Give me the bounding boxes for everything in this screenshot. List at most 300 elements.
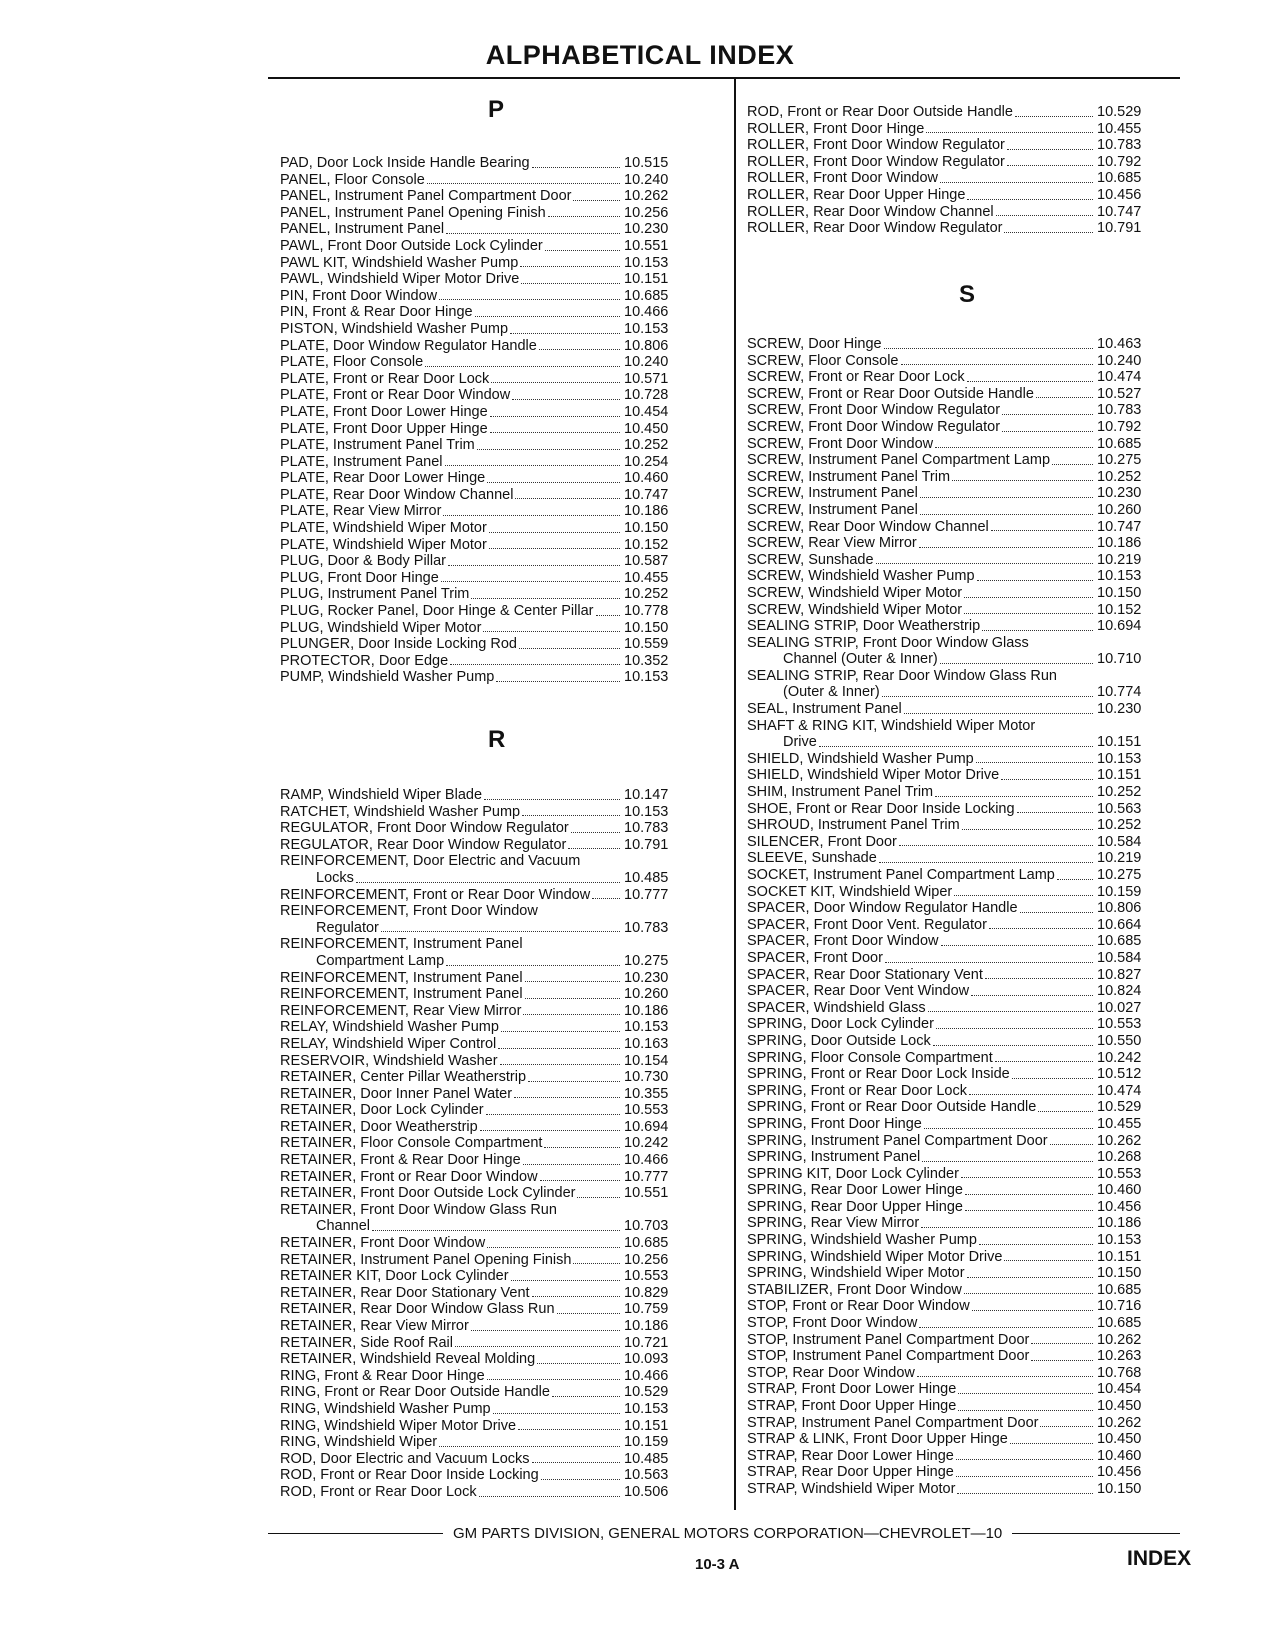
section-letter-s: S [959,281,976,308]
dot-leader [935,796,1093,797]
index-entry [280,288,720,305]
index-entry [747,983,1197,1000]
index-entry [280,1152,720,1169]
entry-page-ref: 10.806 [1097,900,1142,917]
dot-leader [577,1197,620,1198]
entry-name: STABILIZER, Front Door Window [747,1281,962,1298]
entry-name: REINFORCEMENT, Instrument Panel [280,936,523,953]
entry-name: PLUG, Windshield Wiper Motor [280,619,482,636]
index-entry [747,1149,1197,1166]
index-entry [747,436,1197,453]
entry-name: RING, Front & Rear Door Hinge [280,1367,485,1384]
dot-leader [573,1263,620,1264]
entry-page-ref: 10.553 [624,1268,669,1285]
entry-page-ref: 10.563 [1097,800,1142,817]
index-entry [280,487,720,504]
entry-name: RING, Windshield Washer Pump [280,1400,491,1417]
entry-name: PLUG, Rocker Panel, Door Hinge & Center Pillar [280,603,594,620]
index-entry [747,1315,1197,1332]
index-entry [280,636,720,653]
dot-leader [480,1130,620,1131]
index-entry [280,1318,720,1335]
entry-page-ref: 10.256 [624,1251,669,1268]
index-entry [747,386,1197,403]
index-entry [280,820,720,837]
entry-name: STOP, Front Door Window [747,1315,918,1332]
entry-page-ref: 10.027 [1097,999,1142,1016]
section-letter-p: P [488,96,505,123]
entry-page-ref: 10.268 [1097,1149,1142,1166]
entry-page-ref: 10.151 [1097,734,1142,751]
header-rule [268,77,1180,79]
entry-name: SCREW, Door Hinge [747,336,882,352]
entry-name: SPRING, Rear Door Lower Hinge [747,1182,963,1199]
dot-leader [552,1396,620,1397]
index-entry [747,1415,1197,1432]
index-entry [747,1464,1197,1481]
index-entry [747,767,1197,784]
entry-page-ref: 10.242 [1097,1049,1142,1066]
index-entry [747,668,1197,685]
entry-name: SLEEVE, Sunshade [747,850,877,867]
index-entry [747,552,1197,569]
index-entry [747,1332,1197,1349]
entry-name: PLATE, Front Door Upper Hinge [280,420,488,437]
index-entry [280,271,720,288]
entry-name: RETAINER, Center Pillar Weatherstrip [280,1069,527,1086]
entry-name: ROLLER, Front Door Hinge [747,120,925,137]
entry-name: ROD, Door Electric and Vacuum Locks [280,1450,530,1467]
entry-page-ref: 10.777 [624,886,669,903]
entry-page-ref: 10.685 [1097,933,1142,950]
entry-name: STRAP, Instrument Panel Compartment Door [747,1414,1039,1431]
dot-leader [381,931,620,932]
dot-leader [548,216,620,217]
dot-leader [1052,464,1093,465]
entry-name: STRAP, Front Door Upper Hinge [747,1398,957,1414]
dot-leader [1012,1078,1093,1079]
entry-page-ref: 10.783 [1097,402,1142,419]
index-entry [280,1169,720,1186]
index-entry [747,867,1197,884]
dot-leader [493,1413,620,1414]
dot-leader [514,1097,620,1098]
entry-page-ref: 10.806 [624,337,669,354]
entry-name: STRAP, Rear Door Lower Hinge [747,1447,954,1464]
entry-page-ref: 10.466 [624,1367,669,1384]
dot-leader [1057,879,1093,880]
entry-name: Compartment Lamp [316,952,445,969]
dot-leader [489,548,620,549]
dot-leader [446,233,620,234]
index-entry [280,155,720,172]
entry-page-ref: 10.455 [624,569,669,586]
entry-page-ref: 10.783 [624,820,669,837]
entry-name: SPRING, Door Outside Lock [747,1032,931,1049]
entry-page-ref: 10.275 [624,952,669,969]
entry-page-ref: 10.263 [1097,1348,1142,1365]
entry-page-ref: 10.455 [1097,1115,1142,1132]
entry-name: SPRING KIT, Door Lock Cylinder [747,1165,959,1182]
index-entry [280,437,720,454]
entry-name: SPRING, Rear Door Upper Hinge [747,1198,963,1215]
index-entry [280,1053,720,1070]
entry-name: RETAINER, Rear Door Window Glass Run [280,1301,555,1318]
index-entry [747,1215,1197,1232]
dot-leader [985,978,1093,979]
index-entry [280,603,720,620]
entry-name: PROTECTOR, Door Edge [280,652,449,669]
dot-leader [487,1247,620,1248]
entry-name: PIN, Front Door Window [280,287,438,304]
entry-page-ref: 10.466 [624,1152,669,1169]
entry-name: ROLLER, Rear Door Upper Hinge [747,186,966,203]
entry-page-ref: 10.154 [624,1052,669,1069]
entry-name: SCREW, Instrument Panel Trim [747,468,951,485]
entry-name: SOCKET, Instrument Panel Compartment Lamp [747,867,1055,883]
entry-name: SHAFT & RING KIT, Windshield Wiper Motor [747,717,1036,734]
index-entry [747,950,1197,967]
entry-page-ref: 10.791 [1097,220,1142,237]
entry-page-ref: 10.252 [1097,468,1142,485]
entry-page-ref: 10.685 [1097,1315,1142,1332]
index-entry [747,917,1197,934]
entry-name: RELAY, Windshield Wiper Control [280,1035,497,1052]
index-entry [280,238,720,255]
entry-page-ref: 10.694 [624,1118,669,1135]
index-entry [280,870,720,887]
dot-leader [1002,431,1093,432]
entry-page-ref: 10.150 [624,619,669,636]
index-entry [280,1003,720,1020]
entry-name: STRAP & LINK, Front Door Upper Hinge [747,1431,1008,1448]
index-entry [280,221,720,238]
index-entry [747,1199,1197,1216]
entry-page-ref: 10.474 [1097,1082,1142,1099]
index-entry [280,1036,720,1053]
index-entry [747,104,1197,121]
dot-leader [976,762,1093,763]
index-entry [280,1218,720,1235]
dot-leader [885,962,1093,963]
index-entry [747,884,1197,901]
entry-name: PLUG, Front Door Hinge [280,569,439,586]
index-entry [747,751,1197,768]
entry-name: Channel [316,1218,371,1235]
entry-name: RETAINER, Front Door Outside Lock Cylinder [280,1185,576,1202]
entry-page-ref: 10.747 [1097,203,1142,220]
index-entry [280,586,720,603]
entry-name: PLUNGER, Door Inside Locking Rod [280,636,517,653]
dot-leader [568,848,620,849]
entry-name: PIN, Front & Rear Door Hinge [280,304,473,321]
index-entry [747,1249,1197,1266]
entry-name: RETAINER KIT, Door Lock Cylinder [280,1268,509,1285]
entry-page-ref: 10.529 [624,1384,669,1401]
index-entry [280,1252,720,1269]
dot-leader [539,349,620,350]
dot-leader [1050,1144,1093,1145]
index-entry [280,387,720,404]
entry-page-ref: 10.254 [624,453,669,470]
entry-page-ref: 10.550 [1097,1032,1142,1049]
dot-leader [512,399,620,400]
entry-name: SPACER, Windshield Glass [747,999,926,1016]
entry-page-ref: 10.186 [624,1002,669,1019]
entry-name: SCREW, Front Door Window Regulator [747,418,1001,435]
index-entry [280,1484,720,1501]
entry-page-ref: 10.685 [1097,435,1142,452]
entry-name: SEAL, Instrument Panel [747,701,902,718]
entry-name: RETAINER, Side Roof Rail [280,1334,453,1351]
index-entry [747,502,1197,519]
index-entry [280,1368,720,1385]
index-entry [747,718,1197,735]
index-entry [280,172,720,189]
entry-name: Regulator [316,919,379,936]
entry-page-ref: 10.529 [1097,1099,1142,1116]
dot-leader [471,1330,620,1331]
index-entry [747,1365,1197,1382]
entry-page-ref: 10.152 [624,536,669,553]
index-entry [280,669,720,686]
entry-page-ref: 10.153 [1097,1232,1142,1249]
entry-name: SPACER, Rear Door Stationary Vent [747,966,983,983]
index-entry [747,1083,1197,1100]
entry-name: PLATE, Front or Rear Door Lock [280,370,490,387]
entry-name: (Outer & Inner) [783,684,880,701]
entry-page-ref: 10.150 [1097,1480,1142,1497]
dot-leader [935,447,1093,448]
entry-page-ref: 10.153 [624,1019,669,1036]
entry-name: SPACER, Rear Door Vent Window [747,983,970,1000]
index-entry [280,1268,720,1285]
index-entry [747,1050,1197,1067]
entry-page-ref: 10.721 [624,1334,669,1351]
dot-leader [1007,149,1093,150]
entry-page-ref: 10.262 [1097,1414,1142,1431]
index-entry [747,850,1197,867]
entry-page-ref: 10.150 [624,520,669,537]
dot-leader [511,1280,620,1281]
entry-name: SILENCER, Front Door [747,833,897,850]
dot-leader [995,1061,1093,1062]
dot-leader [1004,1260,1093,1261]
index-entry [747,452,1197,469]
entry-name: SCREW, Windshield Washer Pump [747,568,975,585]
entry-page-ref: 10.829 [624,1284,669,1301]
index-entry [747,834,1197,851]
dot-leader [356,882,620,883]
entry-page-ref: 10.792 [1097,153,1142,170]
dot-leader [477,449,620,450]
index-entry [280,970,720,987]
index-entry [747,933,1197,950]
dot-leader [441,581,620,582]
index-entry [280,1135,720,1152]
entry-page-ref: 10.252 [1097,784,1142,801]
dot-leader [592,898,620,899]
entry-name: SCREW, Instrument Panel Compartment Lamp [747,452,1051,469]
index-entry [280,837,720,854]
entry-page-ref: 10.553 [1097,1016,1142,1033]
section-letter-r: R [488,726,506,753]
entry-page-ref: 10.685 [1097,1281,1142,1298]
entry-name: REINFORCEMENT, Door Electric and Vacuum [280,853,581,870]
entry-name: RETAINER, Front Door Window [280,1235,486,1252]
entry-page-ref: 10.151 [1097,767,1142,784]
entry-page-ref: 10.774 [1097,684,1142,701]
index-list-r [280,787,720,1501]
entry-page-ref: 10.485 [624,869,669,886]
entry-name: PLATE, Windshield Wiper Motor [280,536,487,553]
index-entry [280,304,720,321]
entry-page-ref: 10.219 [1097,551,1142,568]
entry-name: PUMP, Windshield Washer Pump [280,669,495,686]
dot-leader [967,1277,1093,1278]
dot-leader [445,465,620,466]
dot-leader [961,1177,1093,1178]
entry-page-ref: 10.456 [1097,1464,1142,1481]
entry-page-ref: 10.791 [624,836,669,853]
entry-name: RING, Windshield Wiper Motor Drive [280,1417,517,1434]
dot-leader [876,563,1093,564]
entry-name: PLATE, Instrument Panel Trim [280,437,475,454]
dot-leader [933,1045,1093,1046]
dot-leader [940,663,1093,664]
entry-name: RING, Front or Rear Door Outside Handle [280,1384,550,1401]
entry-name: PAD, Door Lock Inside Handle Bearing [280,155,530,171]
dot-leader [490,416,620,417]
dot-leader [532,167,620,168]
entry-name: SCREW, Windshield Wiper Motor [747,584,963,601]
entry-page-ref: 10.230 [1097,485,1142,502]
entry-name: PANEL, Instrument Panel [280,221,445,238]
footer [268,1525,1180,1542]
dot-leader [965,1210,1093,1211]
entry-page-ref: 10.252 [624,586,669,603]
index-entry [747,170,1197,187]
entry-page-ref: 10.153 [624,320,669,337]
dot-leader [1007,165,1093,166]
index-entry [280,404,720,421]
dot-leader [1031,1360,1093,1361]
entry-name: PAWL, Windshield Wiper Motor Drive [280,271,520,288]
dot-leader [964,597,1093,598]
entry-name: PANEL, Floor Console [280,171,425,188]
dot-leader [489,532,620,533]
entry-page-ref: 10.710 [1097,651,1142,668]
index-entry [280,653,720,670]
index-entry [747,154,1197,171]
index-entry [280,936,720,953]
index-entry [280,553,720,570]
entry-page-ref: 10.159 [1097,883,1142,900]
entry-page-ref: 10.506 [624,1483,669,1500]
entry-name: SPRING, Door Lock Cylinder [747,1016,934,1033]
entry-name: SPRING, Windshield Washer Pump [747,1232,977,1249]
index-entry [747,585,1197,602]
dot-leader [991,530,1093,531]
dot-leader [500,1064,620,1065]
index-entry [747,469,1197,486]
entry-name: SHIM, Instrument Panel Trim [747,784,934,801]
index-entry [280,986,720,1003]
entry-page-ref: 10.352 [624,652,669,669]
entry-page-ref: 10.153 [1097,750,1142,767]
column-divider [734,77,736,1510]
entry-page-ref: 10.186 [624,503,669,520]
index-entry [280,1235,720,1252]
dot-leader [446,965,620,966]
entry-page-ref: 10.527 [1097,385,1142,402]
dot-leader [958,1393,1093,1394]
entry-name: SPACER, Front Door [747,949,883,966]
dot-leader [439,299,620,300]
index-entry [280,321,720,338]
index-entry [280,1351,720,1368]
entry-name: SHIELD, Windshield Washer Pump [747,750,974,767]
index-entry [747,967,1197,984]
dot-leader [486,1114,620,1115]
index-entry [747,1282,1197,1299]
footer-rule-right [1012,1533,1180,1534]
entry-name: STRAP, Rear Door Upper Hinge [747,1464,954,1481]
entry-page-ref: 10.703 [624,1218,669,1235]
entry-name: PLATE, Rear Door Window Channel [280,486,514,503]
entry-page-ref: 10.792 [1097,418,1142,435]
dot-leader [475,316,620,317]
entry-page-ref: 10.262 [1097,1132,1142,1149]
dot-leader [532,1296,620,1297]
dot-leader [919,1327,1093,1328]
dot-leader [1017,812,1093,813]
entry-page-ref: 10.587 [624,553,669,570]
index-list-r-continued [747,104,1197,237]
entry-page-ref: 10.159 [624,1434,669,1451]
entry-page-ref: 10.778 [624,603,669,620]
entry-name: PANEL, Instrument Panel Opening Finish [280,204,546,221]
dot-leader [519,648,620,649]
dot-leader [425,366,620,367]
entry-name: SEALING STRIP, Rear Door Window Glass Run [747,667,1057,684]
index-entry [747,485,1197,502]
entry-name: SPRING, Instrument Panel Compartment Door [747,1132,1048,1149]
dot-leader [427,183,620,184]
entry-name: SPRING, Front or Rear Door Lock [747,1082,967,1099]
entry-page-ref: 10.515 [624,155,669,171]
entry-page-ref: 10.460 [1097,1182,1142,1199]
entry-name: RETAINER, Front & Rear Door Hinge [280,1152,521,1169]
entry-page-ref: 10.186 [1097,1215,1142,1232]
dot-leader [940,182,1093,183]
dot-leader [545,250,620,251]
entry-name: STOP, Front or Rear Door Window [747,1298,970,1315]
footer-rule-left [268,1533,443,1534]
entry-name: RETAINER, Door Weatherstrip [280,1118,478,1135]
dot-leader [541,1479,620,1480]
index-entry [747,1481,1197,1498]
dot-leader [819,746,1093,747]
dot-leader [977,580,1093,581]
entry-page-ref: 10.716 [1097,1298,1142,1315]
page-title: ALPHABETICAL INDEX [485,40,795,70]
entry-name: ROLLER, Front Door Window Regulator [747,153,1005,170]
dot-leader [964,1293,1093,1294]
entry-page-ref: 10.730 [624,1069,669,1086]
index-entry [747,220,1197,237]
index-entry [280,454,720,471]
